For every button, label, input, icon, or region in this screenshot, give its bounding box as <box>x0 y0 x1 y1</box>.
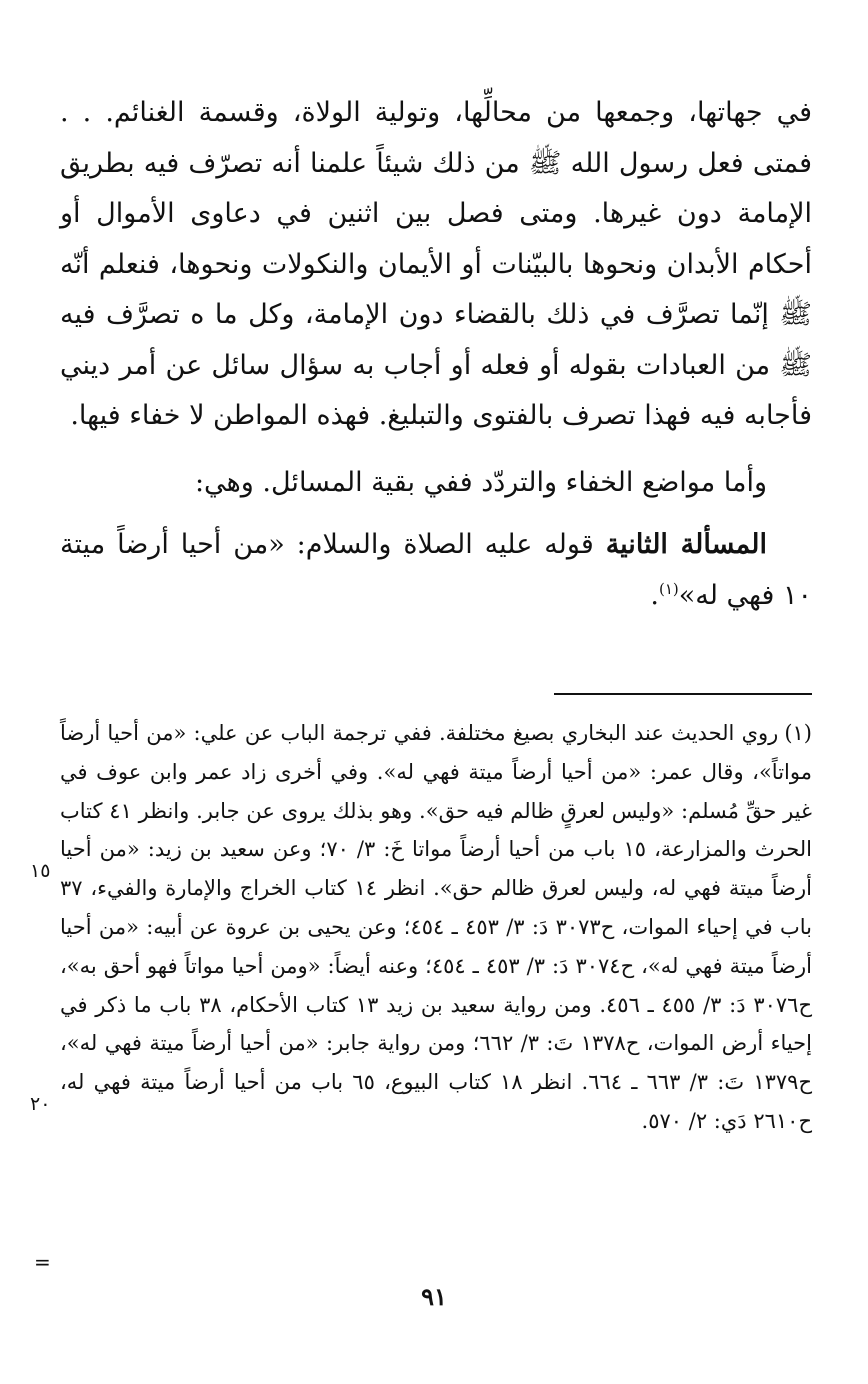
paragraph-2: وأما مواضع الخفاء والتردّد ففي بقية المسائل. وهي: <box>194 466 767 498</box>
paragraph-3-end: . <box>650 579 659 611</box>
footnote-separator <box>554 693 812 695</box>
section-heading: المسألة الثانية <box>605 529 768 560</box>
line-number-20: ٢٠ <box>30 1093 51 1115</box>
paragraph-3-text: قوله عليه الصلاة والسلام: «من أحيا أرضاً ميتة ١٠ فهي له» <box>60 529 812 611</box>
paragraph-3 <box>60 520 812 621</box>
page-number: ٩١ <box>421 1282 447 1311</box>
footnote-text: روي الحديث عند البخاري بصيغ مختلفة. ففي ترجمة الباب عن علي: «من أحيا أرضاً مواتاً»، وقال عمر: «من أحيا أرضاً ميتة فهي له». وفي أخرى زاد عمر وابن عوف في غير حقِّ مُسلم: «وليس لعرقٍ ظالم فيه حق». وهو بذلك يروى عن جابر. وانظر ٤١ كتاب الحرث والمزارعة، ١٥ باب من أحيا أرضاً مواتا خَ: ٣/ ٧٠؛ وعن سعيد بن زيد: «من أحيا أرضاً ميتة فهي له، وليس لعرق ظالم حق». انظر ١٤ كتاب الخراج والإمارة والفيء، ٣٧ باب في إحياء الموات، ح٣٠٧٣ دَ: ٣/ ٤٥٣ ـ ٤٥٤؛ وعن يحيى بن عروة عن أبيه: «من أحيا أرضاً ميتة فهي له»، ح٣٠٧٤ دَ: ٣/ ٤٥٣ ـ ٤٥٤؛ وعنه أيضاً: «ومن أحيا مواتاً فهو أحق به»، ح٣٠٧٦ دَ: ٣/ ٤٥٥ ـ ٤٥٦. ومن رواية سعيد بن زيد ١٣ كتاب الأحكام، ٣٨ باب ما ذكر في إحياء أرض الموات، ح١٣٧٨ تَ: ٣/ ٦٦٢؛ ومن رواية جابر: «من أحيا أرضاً ميتة فهي له»، ح١٣٧٩ تَ: ٣/ ٦٦٣ ـ ٦٦٤. انظر ١٨ كتاب البيوع، ٦٥ باب من أحيا أرضاً ميتة فهي له، ح٢٦١٠ دَي: ٢/ ٥٧٠. <box>60 721 812 1133</box>
main-text <box>60 88 812 621</box>
footnote <box>60 714 812 1141</box>
footnote-reference: (١) <box>658 579 679 598</box>
continuation-mark: = <box>34 1250 51 1274</box>
footnote-label: (١) <box>784 721 812 745</box>
paragraph-1: في جهاتها، وجمعها من محالِّها، وتولية الولاة، وقسمة الغنائم. . . فمتى فعل رسول الله ﷺ من ذلك شيئاً علمنا أنه تصرّف فيه بطريق الإمامة دون غيرها. ومتى فصل بين اثنين في دعاوى الأموال أو أحكام الأبدان ونحوها بالبيّنات أو الأيمان والنكولات ونحوها، فنعلم أنّه ﷺ إنّما تصرَّف في ذلك بالقضاء دون الإمامة، وكل ما ه تصرَّف فيه ﷺ من العبادات بقوله أو فعله أو أجاب به سؤال سائل عن أمر ديني فأجابه فيه فهذا تصرف بالفتوى والتبليغ. فهذه المواطن لا خفاء فيها. <box>60 97 812 431</box>
line-number-15: ١٥ <box>30 860 51 882</box>
